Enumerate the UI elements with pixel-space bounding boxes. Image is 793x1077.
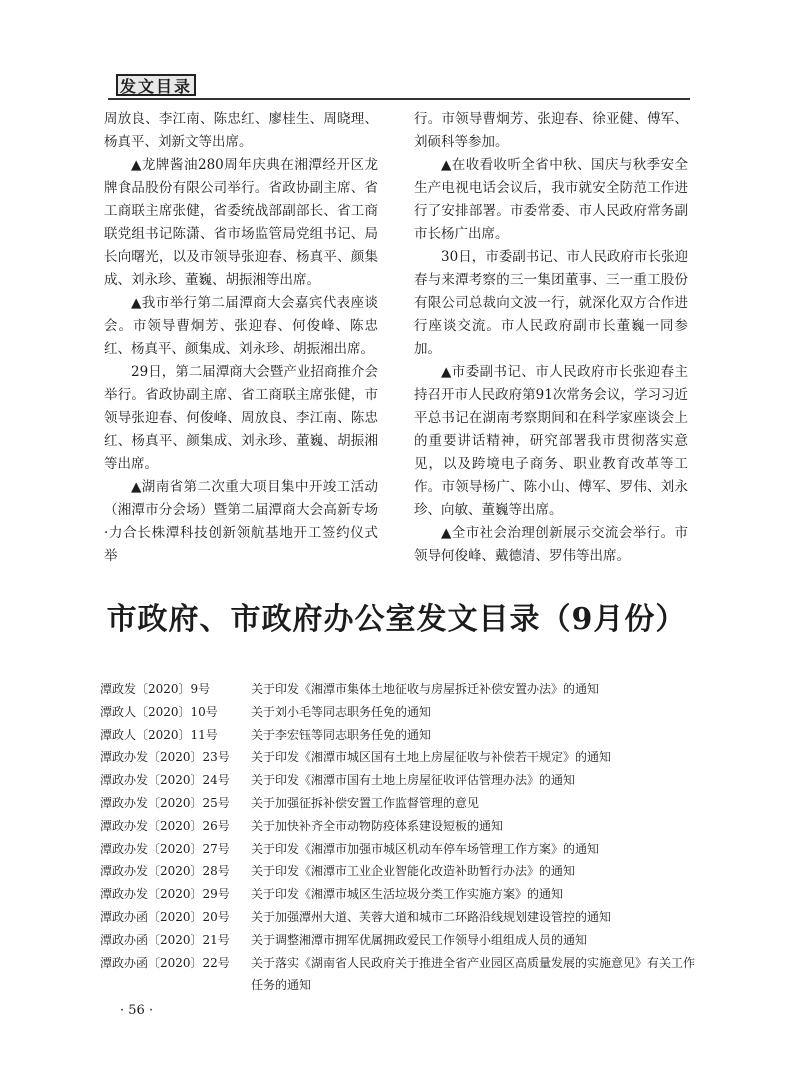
left-paragraph: ▲我市举行第二届潭商大会嘉宾代表座谈会。市领导曹炯芳、张迎春、何俊峰、陈忠红、杨真平、颜集成、刘永珍、胡振湘出席。 [104, 295, 378, 357]
document-title: 关于落实《湖南省人民政府关于推进全省产业园区高质量发展的实施意见》有关工作任务的通知 [251, 955, 696, 993]
document-number: 潭政办发〔2020〕26号 [100, 818, 230, 833]
document-title: 关于调整湘潭市拥军优属拥政爱民工作领导小组组成人员的通知 [251, 932, 588, 947]
document-title: 关于加强征拆补偿安置工作监督管理的意见 [251, 795, 480, 810]
document-title: 关于印发《湘潭市国有土地上房屋征收评估管理办法》的通知 [251, 773, 576, 788]
page-number: · 56 · [120, 1003, 154, 1018]
document-row [100, 678, 700, 701]
document-number: 潭政办发〔2020〕23号 [100, 750, 230, 765]
document-title: 关于印发《湘潭市集体土地征收与房屋拆迁补偿安置办法》的通知 [251, 682, 600, 696]
document-number: 潭政办发〔2020〕24号 [100, 773, 230, 788]
right-paragraph: 行。市领导曹炯芳、张迎春、徐亚健、傅军、刘硕科等参加。 [414, 111, 688, 150]
document-title: 关于加快补齐全市动物防疫体系建设短板的通知 [251, 818, 504, 833]
document-title: 关于刘小毛等同志职务任免的通知 [251, 704, 432, 719]
document-row [100, 792, 700, 815]
document-row [100, 746, 700, 769]
document-row [100, 929, 700, 952]
document-row [100, 906, 700, 929]
document-number: 潭政办发〔2020〕27号 [100, 841, 230, 856]
right-paragraph: ▲市委副书记、市人民政府市长张迎春主持召开市人民政府第91次常务会议，学习习近平总书记在湖南考察期间和在科学家座谈会上的重要讲话精神，研究部署我市贯彻落实意见，以及跨境电子商务、职业教育改革等工作。市领导杨广、陈小山、傅军、罗伟、刘永珍、向敏、董巍等出席。 [414, 364, 688, 518]
right-paragraph: ▲在收看收听全省中秋、国庆与秋季安全生产电视电话会议后，我市就安全防范工作进行了安排部署。市委常委、市人民政府常务副市长杨广出席。 [414, 157, 688, 242]
header-divider [108, 98, 690, 100]
document-number: 潭政发〔2020〕9号 [100, 682, 211, 696]
document-row [100, 838, 700, 861]
document-row [100, 724, 700, 747]
document-row [100, 860, 700, 883]
document-number: 潭政办发〔2020〕29号 [100, 887, 230, 902]
document-number: 潭政办函〔2020〕20号 [100, 909, 230, 924]
left-paragraph: ▲湖南省第二次重大项目集中开竣工活动（湘潭市分会场）暨第二届潭商大会高新专场·力合长株潭科技创新领航基地开工签约仪式举 [104, 479, 378, 564]
document-list [100, 678, 700, 998]
document-title: 关于印发《湘潭市城区生活垃圾分类工作实施方案》的通知 [251, 887, 564, 902]
left-paragraph: ▲龙牌酱油280周年庆典在湘潭经开区龙牌食品股份有限公司举行。省政协副主席、省工商联主席张健，省委统战部副部长、省工商联党组书记陈潇、省市场监管局党组书记、局长向曙光，以及市领导张迎春、杨真平、颜集成、刘永珍、董巍、胡振湘等出席。 [104, 157, 378, 288]
right-paragraph: 30日，市委副书记、市人民政府市长张迎春与来潭考察的三一集团董事、三一重工股份有限公司总裁向文波一行，就深化双方合作进行座谈交流。市人民政府副市长董巍一同参加。 [414, 249, 688, 357]
document-title: 关于印发《湘潭市工业企业智能化改造补助暂行办法》的通知 [251, 864, 576, 879]
document-number: 潭政办发〔2020〕28号 [100, 864, 230, 879]
left-text-column [104, 108, 378, 568]
document-number: 潭政办发〔2020〕25号 [100, 795, 230, 810]
right-paragraph: ▲全市社会治理创新展示交流会举行。市领导何俊峰、戴德清、罗伟等出席。 [414, 525, 688, 564]
document-row [100, 701, 700, 724]
section-title: 市政府、市政府办公室发文目录（9月份） [106, 602, 687, 637]
document-number: 潭政办函〔2020〕21号 [100, 932, 230, 947]
document-row [100, 883, 700, 906]
document-row [100, 769, 700, 792]
left-paragraph: 29日，第二届潭商大会暨产业招商推介会举行。省政协副主席、省工商联主席张健，市领导张迎春、何俊峰、周放良、李江南、陈忠红、杨真平、颜集成、刘永珍、董巍、胡振湘等出席。 [104, 364, 378, 472]
document-number: 潭政人〔2020〕11号 [100, 727, 218, 742]
document-number: 潭政办函〔2020〕22号 [100, 955, 230, 970]
document-row [100, 815, 700, 838]
document-number: 潭政人〔2020〕10号 [100, 704, 218, 719]
right-text-column [414, 108, 688, 568]
document-row [100, 952, 700, 998]
document-title: 关于加强潭州大道、芙蓉大道和城市二环路沿线规划建设管控的通知 [251, 909, 612, 924]
document-title: 关于李宏钰等同志职务任免的通知 [251, 727, 432, 742]
left-paragraph: 周放良、李江南、陈忠红、廖桂生、周晓理、杨真平、刘新文等出席。 [104, 111, 378, 150]
document-title: 关于印发《湘潭市城区国有土地上房屋征收与补偿若干规定》的通知 [251, 750, 612, 765]
section-header-tag: 发文目录 [116, 74, 196, 96]
document-title: 关于印发《湘潭市加强市城区机动车停车场管理工作方案》的通知 [251, 841, 600, 856]
